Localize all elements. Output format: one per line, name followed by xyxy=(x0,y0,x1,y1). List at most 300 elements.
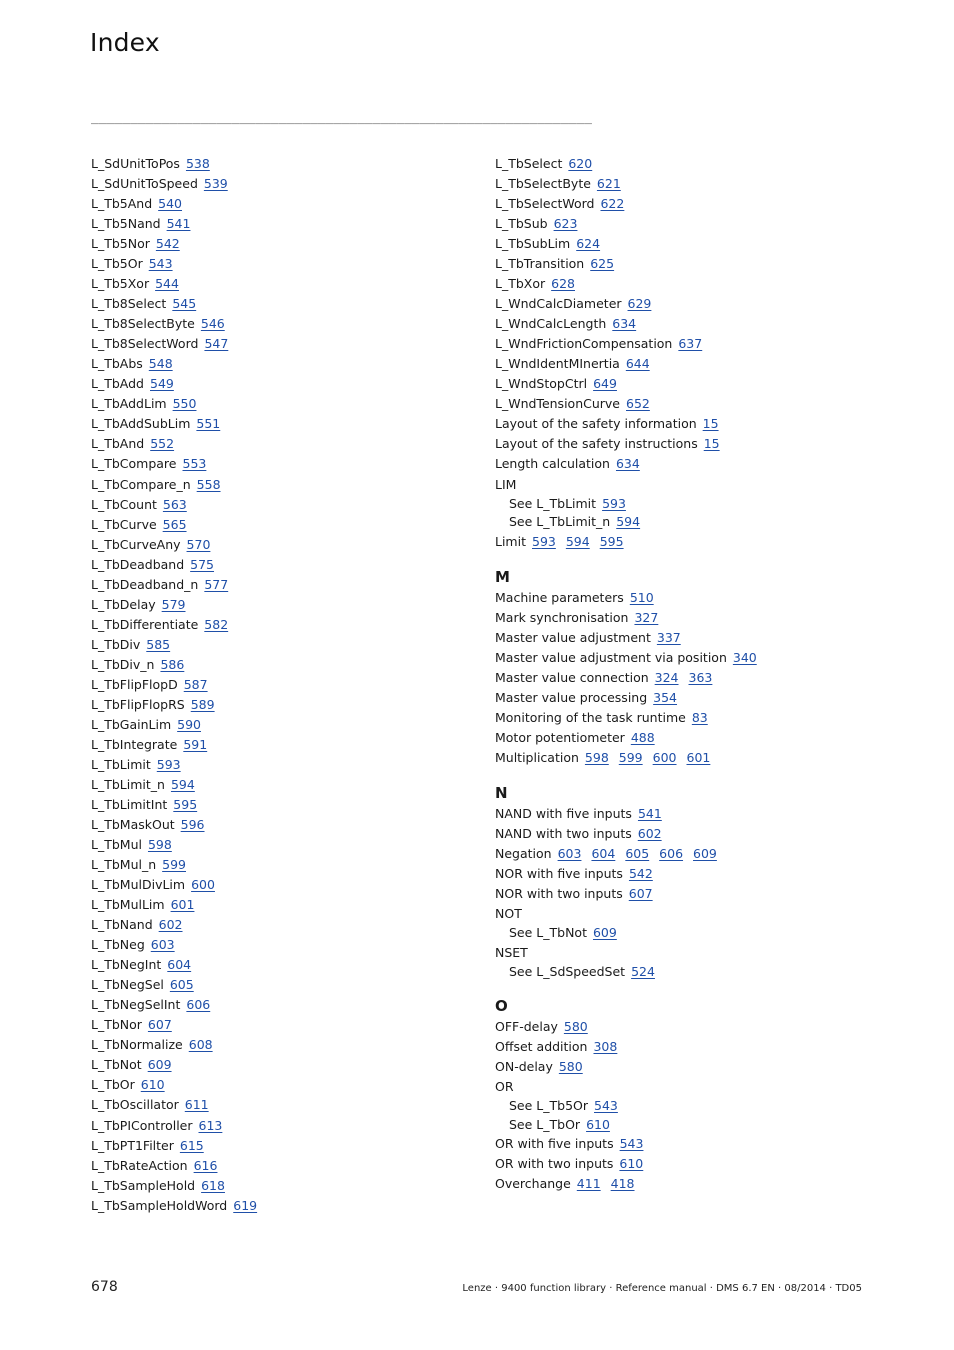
index-term: L_TbDifferentiate xyxy=(91,616,199,632)
index-term: L_WndStopCtrl xyxy=(495,376,588,392)
index-entry xyxy=(91,294,481,314)
page-link[interactable]: 594 xyxy=(170,776,195,792)
index-sub-entry xyxy=(495,963,865,982)
index-term: L_TbLimit xyxy=(91,756,151,772)
index-entry xyxy=(495,394,865,414)
index-term: Layout of the safety information xyxy=(495,416,697,432)
index-sub-entry xyxy=(495,1116,865,1135)
page-link[interactable]: 591 xyxy=(183,736,208,752)
index-term: L_TbAbs xyxy=(91,356,143,372)
index-entry xyxy=(91,815,481,835)
index-entry xyxy=(495,864,865,884)
index-entry xyxy=(495,334,865,354)
index-entry xyxy=(495,628,865,648)
index-term: L_TbNot xyxy=(91,1057,142,1073)
index-entry xyxy=(495,314,865,334)
index-term: L_TbDeadband xyxy=(91,556,185,572)
index-term: L_Tb8SelectWord xyxy=(91,336,199,352)
index-entry xyxy=(91,1176,481,1196)
index-column-left xyxy=(91,154,481,1216)
page-link[interactable]: 634 xyxy=(615,456,640,472)
index-entry xyxy=(495,274,865,294)
index-entry xyxy=(495,1057,865,1077)
page-link[interactable]: 337 xyxy=(656,629,681,645)
index-term: LIM xyxy=(495,476,517,492)
page-link[interactable]: 598 xyxy=(584,749,609,765)
index-entry xyxy=(495,608,865,628)
index-letter-heading: M xyxy=(495,567,510,586)
page-link[interactable]: 637 xyxy=(678,336,703,352)
index-entry xyxy=(91,515,481,535)
index-entry xyxy=(495,414,865,434)
index-term: Multiplication xyxy=(495,749,579,765)
index-entry xyxy=(495,844,865,864)
page-link[interactable]: 570 xyxy=(186,536,211,552)
page-link[interactable]: 602 xyxy=(637,825,662,841)
index-entry xyxy=(91,555,481,575)
index-entry xyxy=(91,454,481,474)
page-link[interactable]: 524 xyxy=(631,963,655,979)
index-entry xyxy=(91,334,481,354)
index-term: L_TbNeg xyxy=(91,937,145,953)
page-link[interactable]: 615 xyxy=(179,1137,204,1153)
page-link[interactable]: 652 xyxy=(626,396,650,412)
page-link[interactable]: 600 xyxy=(191,877,215,893)
page-link[interactable]: 629 xyxy=(627,296,652,312)
page-link[interactable]: 411 xyxy=(576,1176,601,1192)
index-sub-entry xyxy=(495,924,865,943)
index-term: Mark synchronisation xyxy=(495,609,629,625)
page-link[interactable]: 600 xyxy=(652,749,677,765)
index-entry xyxy=(495,688,865,708)
index-term: L_SdUnitToPos xyxy=(91,156,180,171)
index-letter-heading: O xyxy=(495,997,508,1016)
index-column-right xyxy=(495,154,865,1194)
index-term: NOR with five inputs xyxy=(495,865,623,881)
page-link[interactable]: 552 xyxy=(150,436,175,452)
page-link[interactable]: 608 xyxy=(188,1037,213,1053)
page-link[interactable]: 609 xyxy=(147,1057,172,1073)
page-link[interactable]: 580 xyxy=(563,1019,588,1035)
index-entry xyxy=(91,995,481,1015)
page-link[interactable]: 363 xyxy=(688,669,713,685)
index-term: See L_TbLimit_n xyxy=(509,514,611,530)
index-term: L_TbOscillator xyxy=(91,1097,179,1113)
page-link[interactable]: 565 xyxy=(162,516,187,532)
index-entry xyxy=(495,532,865,552)
index-term: L_Tb5Nand xyxy=(91,216,161,232)
page-link[interactable]: 83 xyxy=(691,709,708,725)
index-term: L_TbSelect xyxy=(495,156,563,171)
page-link[interactable]: 605 xyxy=(625,845,650,861)
index-term: Motor potentiometer xyxy=(495,729,625,745)
index-entry xyxy=(495,434,865,454)
index-term: Master value adjustment via position xyxy=(495,649,727,665)
page-link[interactable]: 547 xyxy=(204,336,229,352)
index-term: L_WndIdentMInertia xyxy=(495,356,620,372)
index-entry xyxy=(495,354,865,374)
index-term: L_TbTransition xyxy=(495,256,585,272)
index-term: L_Tb5And xyxy=(91,196,153,212)
index-entry xyxy=(495,904,865,924)
index-entry xyxy=(91,1095,481,1115)
index-term: L_TbDeadband_n xyxy=(91,576,199,592)
index-sub-entry xyxy=(495,1097,865,1116)
index-term: L_TbLimitInt xyxy=(91,797,168,812)
index-entry xyxy=(91,855,481,875)
page-link[interactable]: 543 xyxy=(619,1136,644,1152)
index-entry xyxy=(495,884,865,904)
index-entry xyxy=(91,915,481,935)
index-term: L_TbAdd xyxy=(91,376,144,392)
index-entry xyxy=(495,588,865,608)
index-term: Negation xyxy=(495,845,552,861)
index-entry xyxy=(495,668,865,688)
index-entry xyxy=(91,274,481,294)
page-link[interactable]: 593 xyxy=(602,495,626,511)
page-link[interactable]: 593 xyxy=(532,533,556,549)
index-entry xyxy=(495,174,865,194)
index-entry xyxy=(495,374,865,394)
index-entry xyxy=(91,755,481,775)
index-entry xyxy=(91,635,481,655)
page-number: 678 xyxy=(91,1279,118,1295)
index-entry xyxy=(91,735,481,755)
index-entry xyxy=(91,1116,481,1136)
page-link[interactable]: 604 xyxy=(167,957,192,973)
index-term: L_TbSampleHold xyxy=(91,1177,196,1193)
index-entry xyxy=(91,234,481,254)
index-term: L_TbPT1Filter xyxy=(91,1137,174,1153)
index-entry xyxy=(91,1136,481,1156)
page-link[interactable]: 618 xyxy=(201,1177,225,1193)
index-term: NAND with two inputs xyxy=(495,825,632,841)
index-entry xyxy=(91,875,481,895)
index-term: L_TbMul_n xyxy=(91,857,157,873)
page-link[interactable]: 595 xyxy=(173,797,198,812)
index-term: L_TbXor xyxy=(495,276,546,292)
index-term: L_TbAnd xyxy=(91,436,145,452)
index-term: L_TbLimit_n xyxy=(91,776,165,792)
index-entry xyxy=(91,414,481,434)
index-term: L_TbCompare_n xyxy=(91,476,191,492)
index-term: NSET xyxy=(495,944,528,960)
index-entry xyxy=(91,254,481,274)
page-link[interactable]: 324 xyxy=(654,669,679,685)
page-link[interactable]: 599 xyxy=(162,857,186,873)
index-entry xyxy=(91,955,481,975)
index-term: Layout of the safety instructions xyxy=(495,436,698,452)
page-link[interactable]: 599 xyxy=(618,749,643,765)
index-entry xyxy=(495,648,865,668)
page-link[interactable]: 595 xyxy=(599,533,624,549)
index-term: L_TbFlipFlopD xyxy=(91,676,178,692)
page-link[interactable]: 611 xyxy=(184,1097,209,1113)
index-term: L_Tb5Or xyxy=(91,256,143,272)
page-link[interactable]: 601 xyxy=(170,897,195,913)
index-entry xyxy=(91,1055,481,1075)
page-link[interactable]: 604 xyxy=(591,845,616,861)
index-term: Master value processing xyxy=(495,689,648,705)
page-link[interactable]: 340 xyxy=(732,649,757,665)
page-link[interactable]: 602 xyxy=(158,917,183,933)
index-term: L_TbCurve xyxy=(91,516,157,532)
page-link[interactable]: 598 xyxy=(147,837,172,853)
page-link[interactable]: 624 xyxy=(576,236,601,252)
index-term: L_WndTensionCurve xyxy=(495,396,620,412)
page-link[interactable]: 609 xyxy=(693,845,717,861)
index-entry xyxy=(495,194,865,214)
page-link[interactable]: 550 xyxy=(172,396,197,412)
index-term: L_Tb8Select xyxy=(91,296,167,312)
index-entry xyxy=(495,943,865,963)
page-link[interactable]: 607 xyxy=(628,885,653,901)
index-entry xyxy=(91,154,481,174)
page-link[interactable]: 558 xyxy=(196,476,221,492)
index-term: L_TbNegInt xyxy=(91,957,162,973)
index-term: ON-delay xyxy=(495,1059,553,1075)
index-entry xyxy=(91,695,481,715)
page-link[interactable]: 543 xyxy=(148,256,173,272)
page-link[interactable]: 620 xyxy=(568,156,593,171)
index-entry xyxy=(495,708,865,728)
index-term: L_WndCalcLength xyxy=(495,316,607,332)
index-sub-entry xyxy=(495,495,865,514)
index-term: OFF-delay xyxy=(495,1019,558,1035)
page-link[interactable]: 621 xyxy=(596,176,621,192)
page-link[interactable]: 616 xyxy=(193,1157,218,1173)
page-link[interactable]: 649 xyxy=(593,376,617,392)
index-entry xyxy=(495,748,865,768)
index-term: See L_TbNot xyxy=(509,925,587,941)
index-entry xyxy=(91,1035,481,1055)
page-link[interactable]: 15 xyxy=(702,416,719,432)
page-link[interactable]: 596 xyxy=(180,817,205,833)
index-term: Limit xyxy=(495,533,526,549)
page-link[interactable]: 308 xyxy=(593,1039,618,1055)
page-link[interactable]: 541 xyxy=(166,216,191,232)
index-term: L_TbOr xyxy=(91,1077,135,1093)
page-link[interactable]: 541 xyxy=(637,805,662,821)
page-link[interactable]: 634 xyxy=(612,316,637,332)
index-entry xyxy=(91,475,481,495)
page-link[interactable]: 575 xyxy=(190,556,215,572)
index-entry xyxy=(91,354,481,374)
index-entry xyxy=(495,234,865,254)
page-link[interactable]: 539 xyxy=(203,176,228,192)
index-entry xyxy=(91,174,481,194)
index-term: L_TbCurveAny xyxy=(91,536,181,552)
index-term: OR xyxy=(495,1079,514,1095)
page-link[interactable]: 538 xyxy=(185,156,210,171)
index-entry xyxy=(91,655,481,675)
index-entry xyxy=(495,154,865,174)
index-term: L_TbPIController xyxy=(91,1117,193,1133)
index-term: L_TbSelectByte xyxy=(495,176,591,192)
index-entry xyxy=(91,575,481,595)
index-entry xyxy=(91,975,481,995)
index-term: L_TbDiv xyxy=(91,636,141,652)
index-term: Master value adjustment xyxy=(495,629,651,645)
page-link[interactable]: 549 xyxy=(150,376,174,392)
page-link[interactable]: 545 xyxy=(172,296,197,312)
index-entry xyxy=(91,835,481,855)
page-link[interactable]: 644 xyxy=(625,356,650,372)
index-term: L_TbDelay xyxy=(91,596,156,612)
page-link[interactable]: 546 xyxy=(200,316,225,332)
index-term: NOR with two inputs xyxy=(495,885,623,901)
index-term: L_Tb5Nor xyxy=(91,236,150,252)
index-entry xyxy=(91,314,481,334)
index-term: Offset addition xyxy=(495,1039,588,1055)
index-term: L_TbMulDivLim xyxy=(91,877,186,893)
index-entry xyxy=(91,1075,481,1095)
index-term: L_Tb5Xor xyxy=(91,276,150,292)
page-link[interactable]: 418 xyxy=(610,1176,635,1192)
page-link[interactable]: 510 xyxy=(629,589,654,605)
page-link[interactable]: 623 xyxy=(553,216,578,232)
page-link[interactable]: 553 xyxy=(182,456,207,472)
page-link[interactable]: 606 xyxy=(659,845,684,861)
index-entry xyxy=(495,475,865,495)
index-entry xyxy=(495,294,865,314)
header-divider: ________________________________________________________________ xyxy=(91,111,592,125)
index-entry xyxy=(91,715,481,735)
index-term: See L_TbOr xyxy=(509,1116,581,1132)
index-entry xyxy=(91,615,481,635)
index-term: L_TbMaskOut xyxy=(91,817,175,833)
page-link[interactable]: 603 xyxy=(557,845,582,861)
index-entry xyxy=(495,728,865,748)
page-link[interactable]: 542 xyxy=(155,236,180,252)
index-entry xyxy=(91,394,481,414)
page-link[interactable]: 610 xyxy=(140,1077,165,1093)
page-link[interactable]: 551 xyxy=(196,416,221,432)
page-link[interactable]: 577 xyxy=(204,576,229,592)
index-term: L_TbSubLim xyxy=(495,236,571,252)
index-term: L_SdUnitToSpeed xyxy=(91,176,198,192)
page-link[interactable]: 586 xyxy=(160,656,185,672)
page-link[interactable]: 619 xyxy=(233,1197,258,1213)
page-link[interactable]: 590 xyxy=(177,716,201,732)
index-term: L_TbNormalize xyxy=(91,1037,183,1053)
page-link[interactable]: 601 xyxy=(686,749,711,765)
page-link[interactable]: 587 xyxy=(183,676,208,692)
index-term: L_TbSub xyxy=(495,216,548,232)
index-entry xyxy=(495,454,865,474)
page-link[interactable]: 579 xyxy=(161,596,186,612)
page-link[interactable]: 628 xyxy=(551,276,575,292)
page-link[interactable]: 610 xyxy=(586,1116,610,1132)
index-entry xyxy=(495,1174,865,1194)
index-letter-heading: N xyxy=(495,783,508,802)
page-link[interactable]: 593 xyxy=(156,756,181,772)
index-term: L_TbNand xyxy=(91,917,153,933)
index-term: L_WndFrictionCompensation xyxy=(495,336,673,352)
index-term: L_Tb8SelectByte xyxy=(91,316,195,332)
page-link[interactable]: 327 xyxy=(634,609,659,625)
index-entry xyxy=(91,775,481,795)
page-link[interactable]: 354 xyxy=(653,689,678,705)
index-term: NAND with five inputs xyxy=(495,805,632,821)
index-entry xyxy=(91,535,481,555)
page-link[interactable]: 610 xyxy=(619,1156,644,1172)
page-link[interactable]: 606 xyxy=(186,997,211,1013)
page-link[interactable]: 589 xyxy=(190,696,215,712)
index-entry xyxy=(495,804,865,824)
index-entry xyxy=(91,1015,481,1035)
index-entry xyxy=(91,795,481,815)
page-link[interactable]: 607 xyxy=(147,1017,172,1033)
index-entry xyxy=(91,434,481,454)
footer-document-info: Lenze · 9400 function library · Reference manual · DMS 6.7 EN · 08/2014 · TD05 xyxy=(462,1283,862,1294)
index-entry xyxy=(91,214,481,234)
page-link[interactable]: 582 xyxy=(204,616,229,632)
index-entry xyxy=(495,1017,865,1037)
page-link[interactable]: 488 xyxy=(630,729,655,745)
page-link[interactable]: 542 xyxy=(628,865,653,881)
index-term: L_TbGainLim xyxy=(91,716,172,732)
page-link[interactable]: 613 xyxy=(198,1117,223,1133)
page-link[interactable]: 15 xyxy=(703,436,720,452)
index-term: NOT xyxy=(495,906,522,921)
page-link[interactable]: 543 xyxy=(594,1098,618,1114)
index-term: L_TbMul xyxy=(91,837,142,853)
page-link[interactable]: 544 xyxy=(155,276,179,292)
index-entry xyxy=(91,194,481,214)
page-link[interactable]: 625 xyxy=(590,256,615,272)
page-link[interactable]: 563 xyxy=(162,496,187,512)
index-sub-entry xyxy=(495,513,865,532)
page-link[interactable]: 580 xyxy=(558,1059,583,1075)
index-entry xyxy=(495,1134,865,1154)
page-link[interactable]: 540 xyxy=(158,196,183,212)
index-entry xyxy=(91,1196,481,1216)
index-entry xyxy=(495,254,865,274)
page-link[interactable]: 609 xyxy=(592,925,617,941)
index-term: L_TbSelectWord xyxy=(495,196,595,212)
page-link[interactable]: 603 xyxy=(150,937,175,953)
index-entry xyxy=(91,895,481,915)
index-term: L_TbCompare xyxy=(91,456,177,472)
index-entry xyxy=(495,1037,865,1057)
index-term: L_TbAddSubLim xyxy=(91,416,191,432)
index-term: L_TbAddLim xyxy=(91,396,167,412)
index-term: See L_SdSpeedSet xyxy=(509,963,626,979)
index-entry xyxy=(91,595,481,615)
page-link[interactable]: 594 xyxy=(565,533,590,549)
index-entry xyxy=(91,495,481,515)
index-term: L_TbRateAction xyxy=(91,1157,188,1173)
index-term: L_TbCount xyxy=(91,496,157,512)
page-link[interactable]: 605 xyxy=(169,977,194,993)
index-term: See L_TbLimit xyxy=(509,495,597,511)
index-term: OR with five inputs xyxy=(495,1136,614,1152)
page-link[interactable]: 548 xyxy=(148,356,173,372)
index-term: L_TbNor xyxy=(91,1017,142,1033)
page-link[interactable]: 585 xyxy=(146,636,171,652)
index-term: Overchange xyxy=(495,1176,571,1192)
index-term: L_WndCalcDiameter xyxy=(495,296,622,312)
index-term: Length calculation xyxy=(495,456,610,472)
index-term: OR with two inputs xyxy=(495,1156,614,1172)
index-term: Master value connection xyxy=(495,669,649,685)
page-link[interactable]: 622 xyxy=(600,196,625,212)
index-term: L_TbNegSelInt xyxy=(91,997,181,1013)
index-term: L_TbNegSel xyxy=(91,977,164,993)
page-title: Index xyxy=(90,28,160,57)
page-link[interactable]: 594 xyxy=(616,514,641,530)
